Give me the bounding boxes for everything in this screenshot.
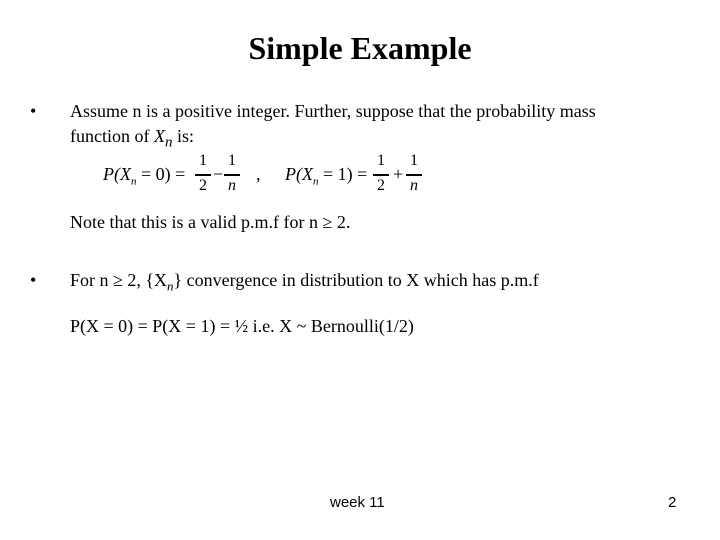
bullet-1-line-2-post: is: (172, 126, 194, 146)
pmf-left-op: − (213, 164, 224, 184)
pmf-right-bar1 (373, 174, 389, 176)
pmf-right-num2: 1 (410, 152, 418, 169)
bullet-marker-1: • (30, 101, 37, 121)
bullet-1-line-1: Assume n is a positive integer. Further, suppose that the probability mass (70, 101, 596, 121)
pmf-left-num2: 1 (228, 152, 236, 169)
bullet-marker-2: • (30, 270, 37, 290)
page-number: 2 (668, 494, 677, 511)
bullet-1-line-2-pre: function of (70, 126, 154, 146)
pmf-right-lhs: $P(X_n = 1)$ = (285, 164, 368, 188)
pmf-left-num1: 1 (199, 152, 207, 169)
pmf-left-den2: n (228, 177, 236, 194)
pmf-right-den2: n (410, 177, 418, 194)
pmf-left-lhs: $P(X_n = 0)$ = (103, 164, 186, 188)
pmf-right-op: + (393, 164, 404, 184)
pmf-left-den1: 2 (199, 177, 207, 194)
slide-footer: week 11 (330, 494, 385, 511)
pmf-left-bar1 (195, 174, 211, 176)
pmf-right-num1: 1 (377, 152, 385, 169)
bullet-2-line-1: For n ≥ 2, $\{X_n\}$ convergence in distribution to X which has p.m.f (70, 270, 539, 294)
bullet-1-var: X (153, 126, 165, 146)
pmf-comma: , (256, 164, 261, 184)
bullet-1-sub: n (164, 134, 173, 151)
bullet-2-line-2: P(X = 0) = P(X = 1) = ½ i.e. X ~ Bernoulli(1/2) (70, 316, 414, 336)
validity-note: Note that this is a valid p.m.f for n ≥ 2. (70, 212, 351, 232)
pmf-left-bar2 (224, 174, 240, 176)
pmf-right-bar2 (406, 174, 422, 176)
pmf-right-den1: 2 (377, 177, 385, 194)
slide-title: Simple Example (248, 30, 472, 66)
